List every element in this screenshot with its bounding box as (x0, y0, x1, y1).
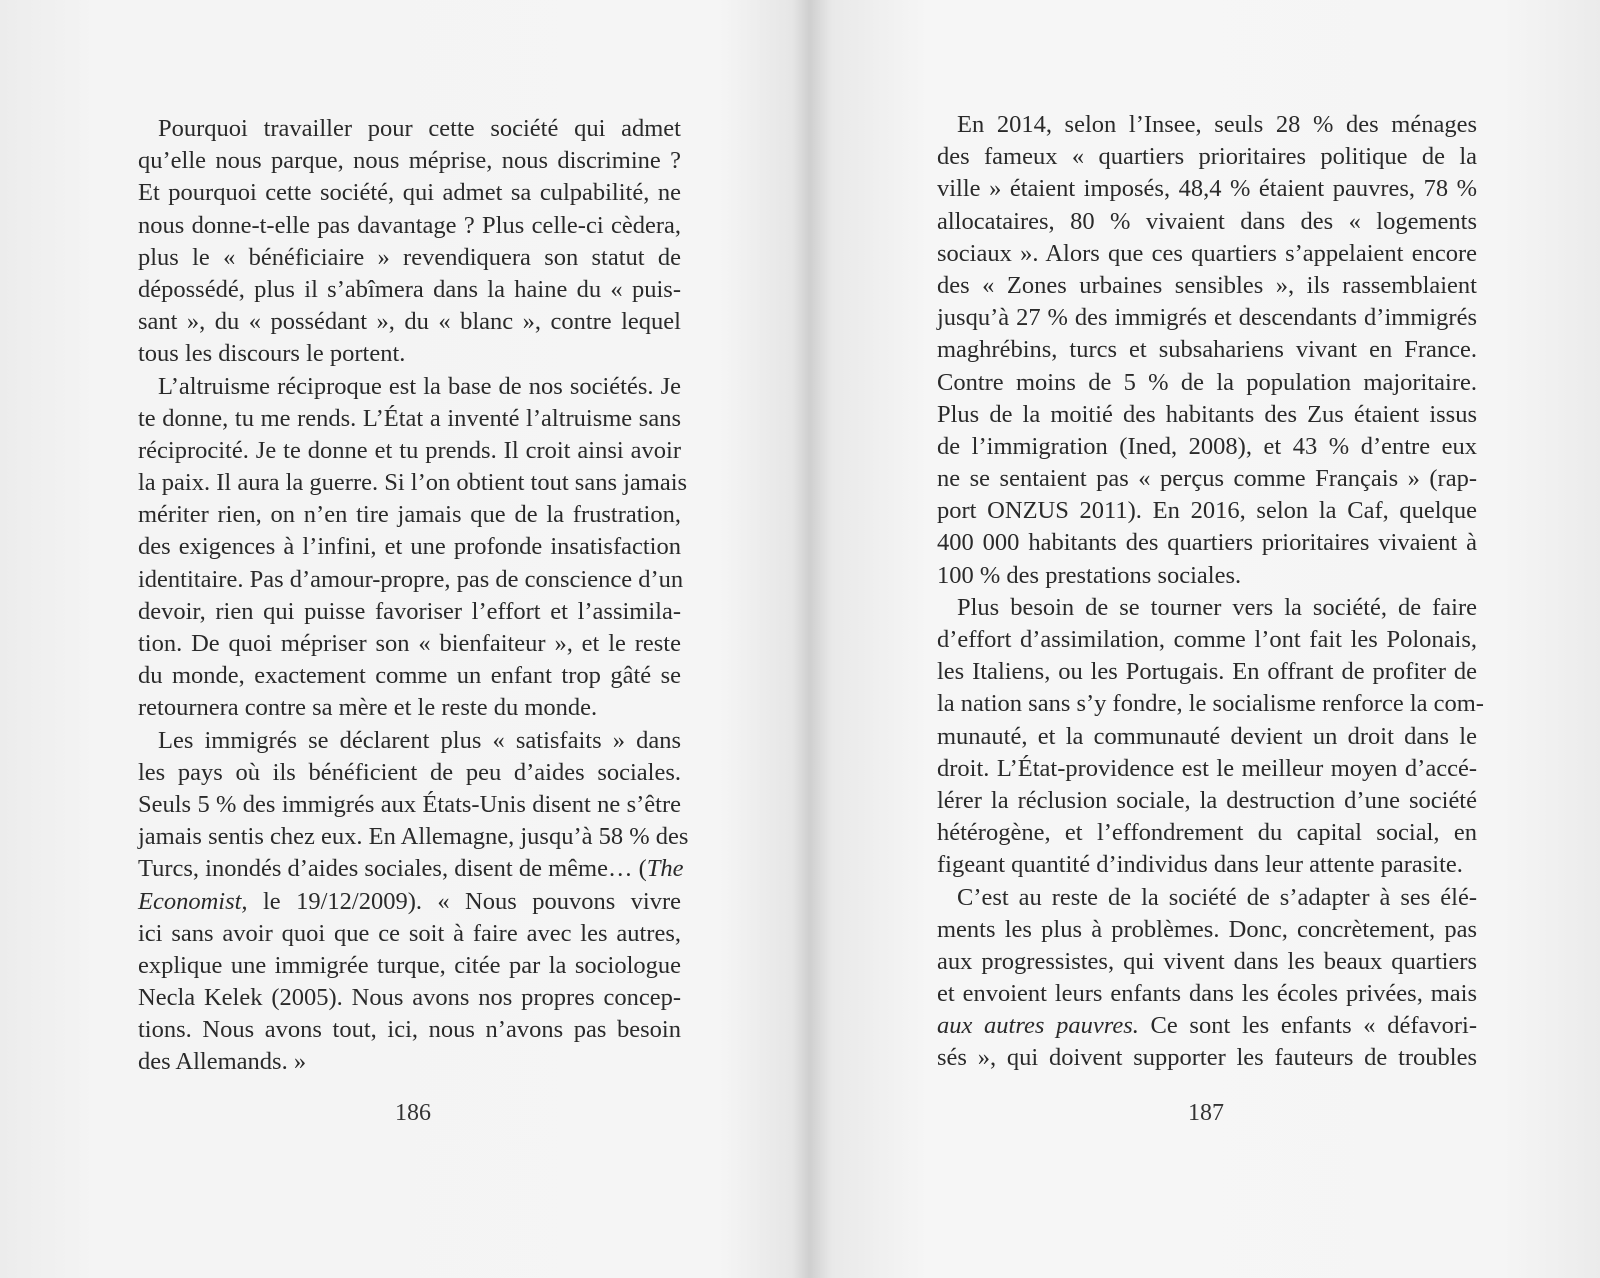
italic-text: aux autres pauvres. (937, 1012, 1139, 1040)
text-segment: Turcs, inondés d’aides sociales, disent de même… ( (138, 855, 647, 883)
left-page-text (138, 113, 689, 1079)
text-line: L’altruisme réciproque est la base de nos sociétés. Je (158, 372, 681, 400)
text-line: figeant quantité d’individus dans leur attente parasite. (937, 851, 1463, 879)
italic-text: Economist, (138, 887, 248, 915)
paragraph (937, 882, 1477, 1075)
text-line: te donne, tu me rends. L’État a inventé l’altruisme sans (138, 404, 681, 432)
text-line: plus le « bénéficiaire » revendiquera son statut de (138, 243, 681, 271)
text-line: du monde, exactement comme un enfant trop gâté se (138, 662, 681, 690)
text-line: dépossédé, plus il s’abîmera dans la haine du « puis- (138, 275, 681, 303)
text-line: Necla Kelek (2005). Nous avons nos propres concep- (138, 984, 681, 1012)
text-line: de l’immigration (Ined, 2008), et 43 % d’entre eux (937, 432, 1477, 460)
text-line: sociaux ». Alors que ces quartiers s’appelaient encore (937, 239, 1477, 267)
text-line: des Allemands. » (138, 1048, 307, 1076)
text-line: mériter rien, on n’en tire jamais que de la frustration, (138, 501, 681, 529)
text-line: Contre moins de 5 % de la population majoritaire. (937, 368, 1477, 396)
text-line: des « Zones urbaines sensibles », ils rassemblaient (937, 271, 1477, 299)
text-line: jamais sentis chez eux. En Allemagne, jusqu’à 58 % des (138, 823, 689, 851)
text-line: Plus besoin de se tourner vers la société, de faire (957, 593, 1477, 621)
text-line: hétérogène, et l’effondrement du capital social, en (937, 819, 1477, 847)
text-line: Et pourquoi cette société, qui admet sa culpabilité, ne (138, 179, 681, 207)
right-page-text (937, 109, 1484, 1075)
text-line: ville » étaient imposés, 48,4 % étaient pauvres, 78 % (937, 175, 1477, 203)
text-line: munauté, et la communauté devient un droit dans le (937, 722, 1477, 750)
page-number-right: 187 (1188, 1100, 1224, 1126)
text-line (937, 1010, 1477, 1042)
text-line: Les immigrés se déclarent plus « satisfaits » dans (158, 726, 681, 754)
text-line: et envoient leurs enfants dans les écoles privées, mais (937, 980, 1477, 1008)
paragraph (138, 725, 689, 1079)
text-line: les Italiens, ou les Portugais. En offrant de profiter de (937, 658, 1477, 686)
text-line (138, 853, 684, 885)
text-line: la paix. Il aura la guerre. Si l’on obtient tout sans jamais (138, 469, 688, 497)
text-line: maghrébins, turcs et subsahariens vivant en France. (937, 336, 1477, 364)
text-line: qu’elle nous parque, nous méprise, nous discrimine ? (138, 147, 681, 175)
text-line: droit. L’État-providence est le meilleur moyen d’accé- (937, 754, 1477, 782)
text-line: explique une immigrée turque, citée par la sociologue (138, 951, 681, 979)
text-line: les pays où ils bénéficient de peu d’aides sociales. (138, 758, 681, 786)
text-line: d’effort d’assimilation, comme l’ont fait les Polonais, (937, 626, 1477, 653)
text-line: nous donne-t-elle pas davantage ? Plus celle-ci cèdera, (138, 211, 681, 239)
text-line: devoir, rien qui puisse favoriser l’effort et l’assimila- (138, 597, 681, 625)
text-line: identitaire. Pas d’amour-propre, pas de conscience d’un (138, 565, 684, 593)
text-line: tion. De quoi mépriser son « bienfaiteur », et le reste (138, 630, 681, 657)
paragraph (138, 113, 681, 371)
text-line: aux progressistes, qui vivent dans les beaux quartiers (937, 947, 1477, 975)
text-line: réciprocité. Je te donne et tu prends. Il croit ainsi avoir (138, 436, 681, 464)
text-line: port ONZUS 2011). En 2016, selon la Caf, quelque (937, 497, 1477, 525)
text-line: retournera contre sa mère et le reste du monde. (138, 694, 598, 722)
text-line: Seuls 5 % des immigrés aux États-Unis disent ne s’être (138, 790, 681, 818)
text-line: sés », qui doivent supporter les fauteurs de troubles (937, 1044, 1477, 1072)
text-line: C’est au reste de la société de s’adapter à ses élé- (957, 883, 1477, 911)
text-line: allocataires, 80 % vivaient dans des « logements (937, 207, 1477, 235)
text-line: Pourquoi travailler pour cette société qui admet (158, 115, 681, 142)
text-line: jusqu’à 27 % des immigrés et descendants d’immigrés (937, 304, 1477, 332)
paragraph (937, 109, 1477, 592)
text-line: lérer la réclusion sociale, la destruction d’une société (937, 786, 1477, 814)
paragraph (937, 592, 1484, 882)
text-line: des fameux « quartiers prioritaires politique de la (937, 143, 1477, 171)
text-line: ici sans avoir quoi que ce soit à faire avec les autres, (138, 919, 681, 947)
text-line: ne se sentaient pas « perçus comme Français » (rap- (937, 465, 1477, 493)
text-line: En 2014, selon l’Insee, seuls 28 % des ménages (957, 111, 1477, 138)
text-line: 400 000 habitants des quartiers prioritaires vivaient à (937, 529, 1477, 557)
text-line: sant », du « possédant », du « blanc », contre lequel (138, 308, 681, 336)
text-segment: Ce sont les enfants « défavori- (1138, 1012, 1477, 1040)
italic-text: The (646, 855, 684, 883)
text-line: ments les plus à problèmes. Donc, concrètement, pas (937, 915, 1477, 943)
text-line: 100 % des prestations sociales. (937, 561, 1242, 589)
text-line: tous les discours le portent. (138, 340, 406, 368)
text-line: tions. Nous avons tout, ici, nous n’avons pas besoin (138, 1016, 681, 1044)
page-number-left: 186 (395, 1100, 431, 1126)
paragraph (138, 371, 688, 725)
text-line: Plus de la moitié des habitants des Zus étaient issus (937, 400, 1477, 428)
text-line: des exigences à l’infini, et une profonde insatisfaction (138, 533, 681, 561)
text-line: la nation sans s’y fondre, le socialisme renforce la com- (937, 690, 1484, 718)
text-segment: le 19/12/2009). « Nous pouvons vivre (247, 887, 681, 915)
text-line (138, 886, 681, 918)
